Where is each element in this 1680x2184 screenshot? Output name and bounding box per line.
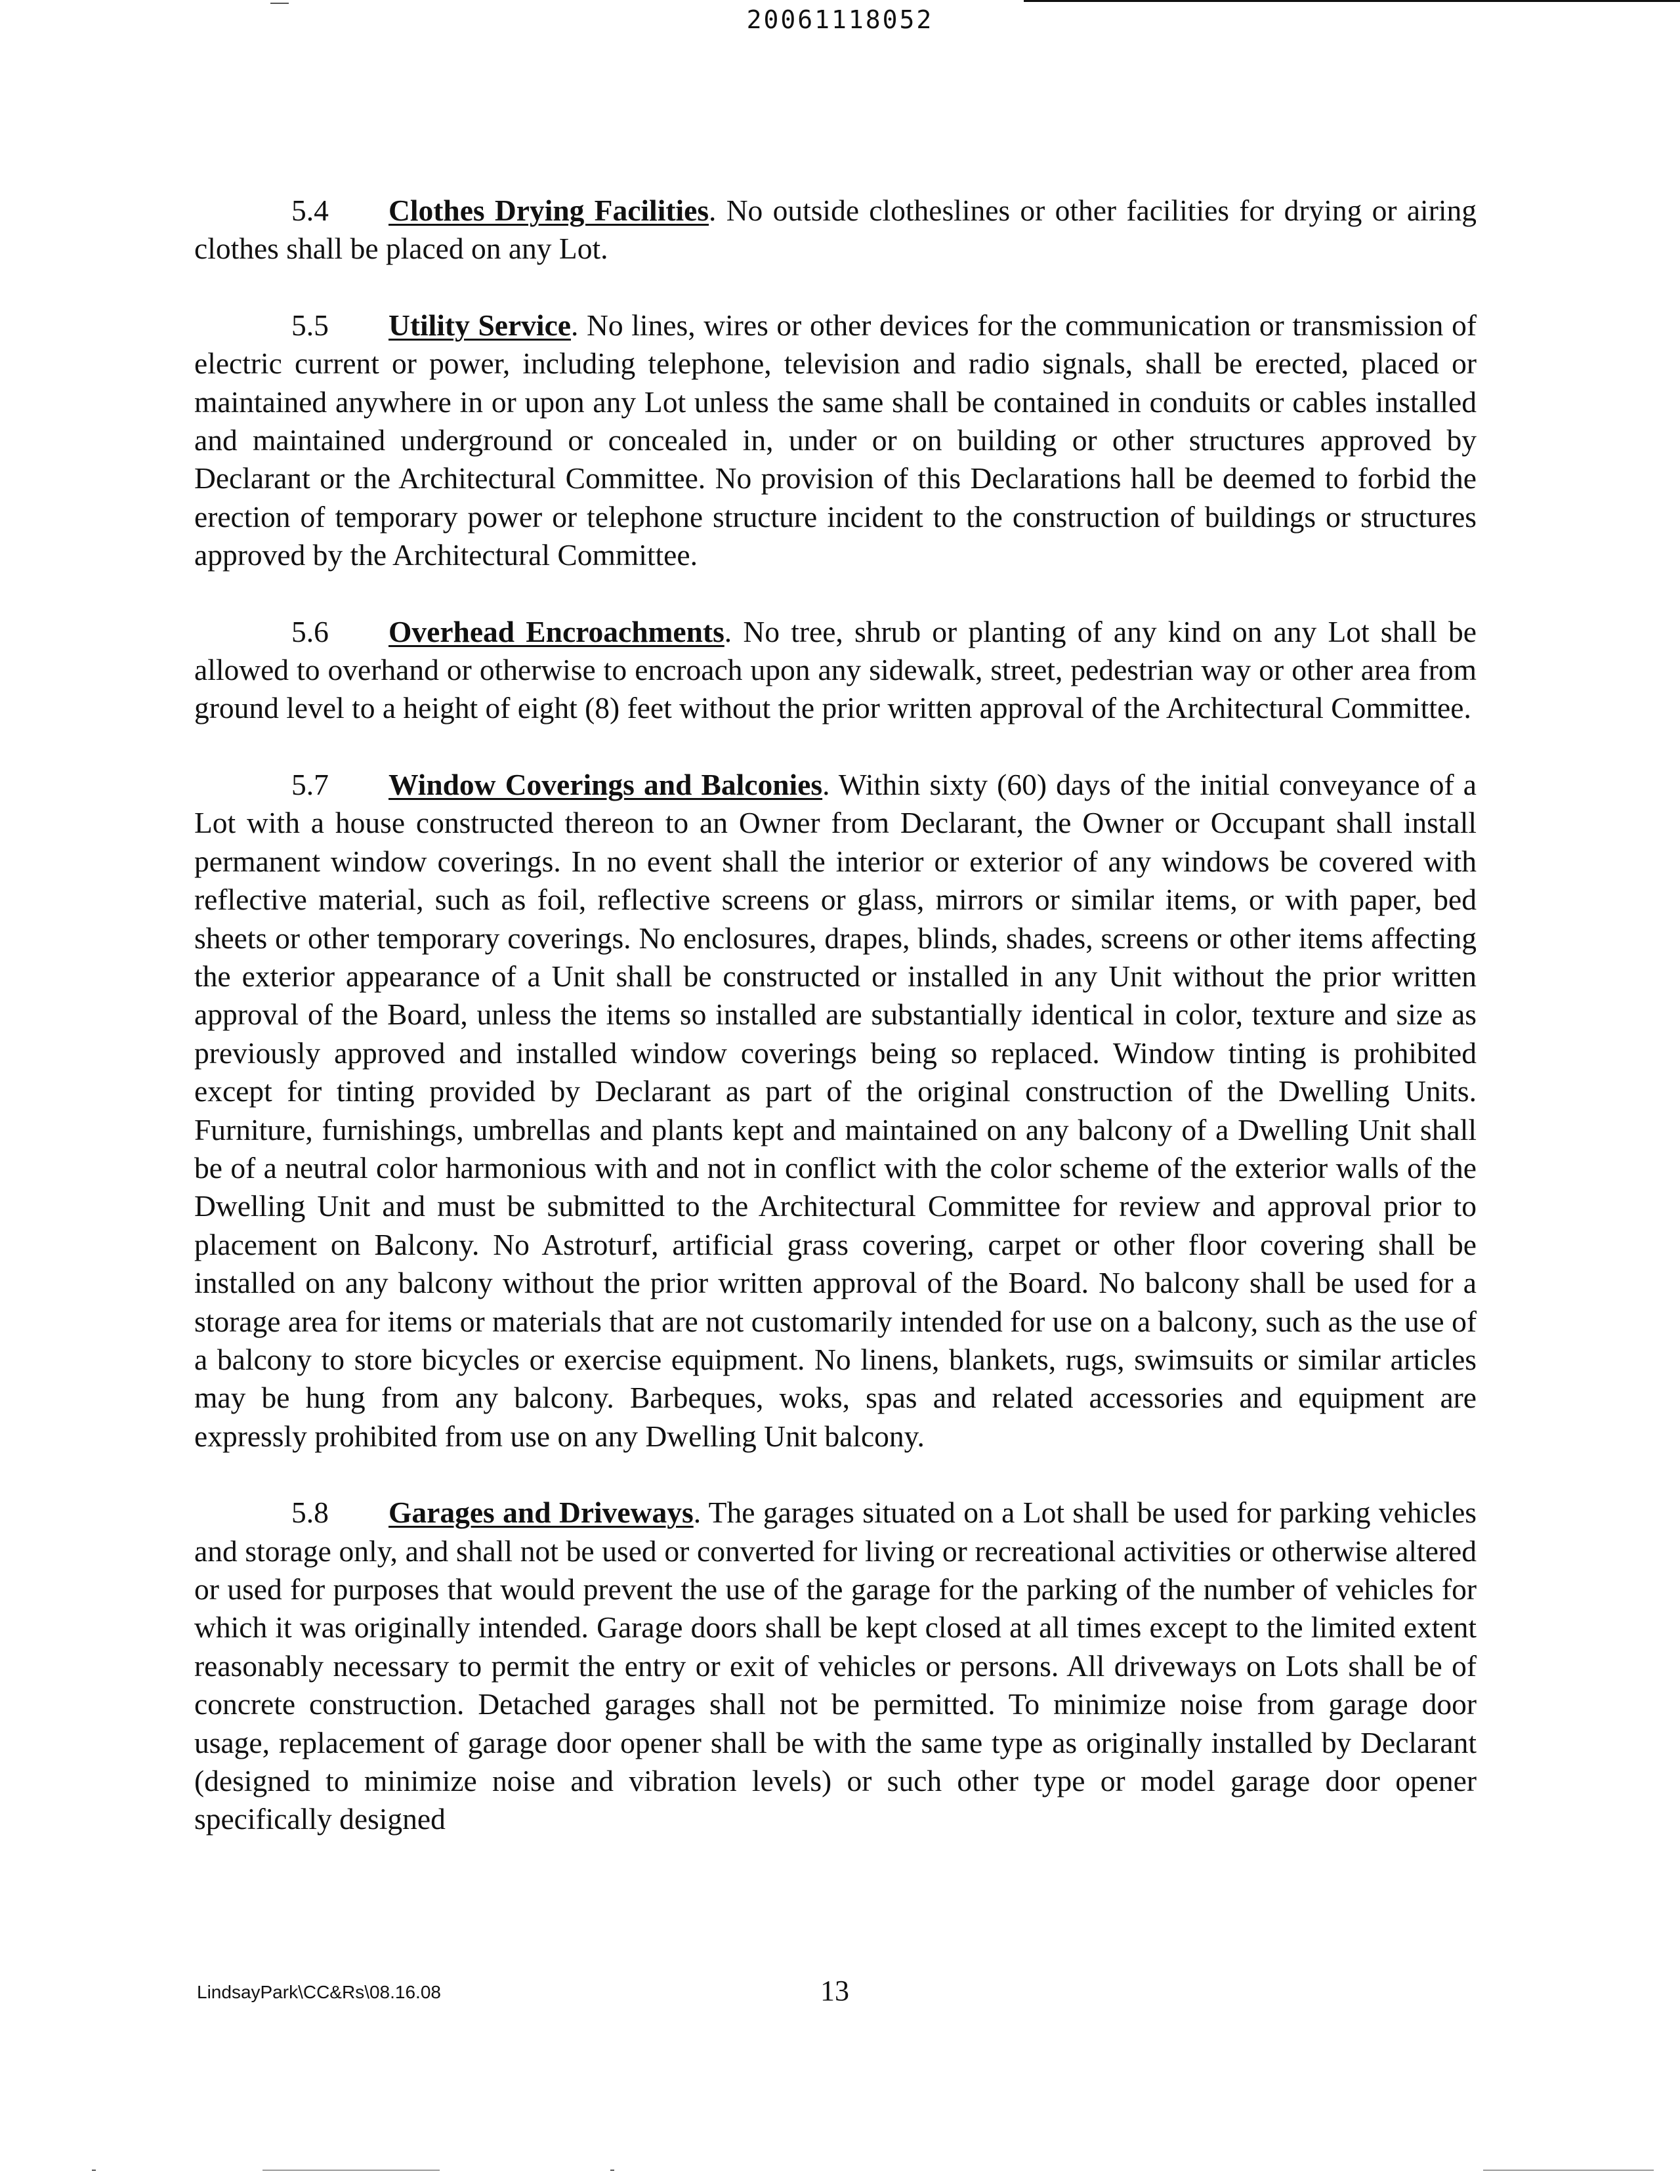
section-5-6: [194, 613, 1477, 728]
scan-artifact-mark: [610, 2170, 614, 2171]
document-body: [194, 192, 1477, 1877]
section-heading: Garages and Driveways: [388, 1496, 694, 1530]
section-heading: Utility Service: [388, 308, 571, 342]
section-text: . No tree, shrub or planting of any kind on any Lot shall be allowed to overhand or otherwise to encroach upon any sidewalk, street, pedestrian way or other area from ground level to a height of eight (8) feet without the prior written approval of the Architectural Committee.: [194, 614, 1477, 725]
section-text: . No lines, wires or other devices for the communication or transmission of electric current or power, including telephone, television and radio signals, shall be erected, placed or maintained anywhere in or upon any Lot unless the same shall be contained in conduits or cables installed and maintained underground or concealed in, under or on building or other structures approved by Declarant or the Architectural Committee. No provision of this Declarations hall be deemed to forbid the erection of temporary power or telephone structure incident to the construction of buildings or structures approved by the Architectural Committee.: [194, 308, 1477, 572]
section-5-5: [194, 306, 1477, 575]
section-number: 5.6: [291, 614, 329, 648]
footer-file-reference: LindsayPark\CC&Rs\08.16.08: [197, 1982, 441, 2002]
section-5-4: [194, 192, 1477, 268]
section-heading: Window Coverings and Balconies: [388, 767, 823, 801]
section-number: 5.4: [291, 194, 329, 227]
scan-artifact-mark: [92, 2170, 96, 2171]
footer-page-number: 13: [820, 1975, 849, 2007]
section-text: . Within sixty (60) days of the initial conveyance of a Lot with a house constructed thereon to an Owner from Declarant, the Owner or Occupant shall install permanent window coverings. In no event shall the interior or exterior of any windows be covered with reflective material, such as foil, reflective screens or glass, mirrors or similar items, or with paper, bed sheets or other temporary coverings. No enclosures, drapes, blinds, shades, screens or other items affecting the exterior appearance of a Unit shall be constructed or installed in any Unit without the prior written approval of the Board, unless the items so installed are substantially identical in color, texture and size as previously approved and installed window coverings being so replaced. Window tinting is prohibited except for tinting provided by Declarant as part of the original construction of the Dwelling Units. Furniture, furnishings, umbrellas and plants kept and maintained on any balcony of a Dwelling Unit shall be of a neutral color harmonious with and not in conflict with the color scheme of the exterior walls of the Dwelling Unit and must be submitted to the Architectural Committee for review and approval prior to placement on Balcony. No Astroturf, artificial grass covering, carpet or other floor covering shall be installed on any balcony without the prior written approval of the Board. No balcony shall be used for a storage area for items or materials that are not customarily intended for use on a balcony, such as the use of a balcony to store bicycles or exercise equipment. No linens, blankets, rugs, swimsuits or similar articles may be hung from any balcony. Barbeques, woks, spas and related accessories and equipment are expressly prohibited from use on any Dwelling Unit balcony.: [194, 767, 1477, 1453]
section-5-8: [194, 1494, 1477, 1839]
section-text: . The garages situated on a Lot shall be used for parking vehicles and storage only, and shall not be used or converted for living or recreational activities or otherwise altered or used for purposes that would prevent the use of the garage for the parking of the number of vehicles for which it was originally intended. Garage doors shall be kept closed at all times except to the limited extent reasonably necessary to permit the entry or exit of vehicles or persons. All driveways on Lots shall be of concrete construction. Detached garages shall not be permitted. To minimize noise from garage door usage, replacement of garage door opener shall be with the same type as originally installed by Declarant (designed to minimize noise and vibration levels) or such other type or model garage door opener specifically designed: [194, 1496, 1477, 1836]
scan-artifact-mark: [270, 3, 289, 4]
section-heading: Overhead Encroachments: [388, 614, 724, 648]
section-number: 5.7: [291, 767, 329, 801]
section-text: . No outside clotheslines or other facilities for drying or airing clothes shall be placed on any Lot.: [194, 194, 1477, 266]
section-number: 5.8: [291, 1496, 329, 1530]
section-number: 5.5: [291, 308, 329, 342]
section-5-7: [194, 766, 1477, 1456]
recording-number: 20061118052: [746, 5, 934, 34]
scan-artifact-mark: [1483, 2170, 1654, 2171]
scan-artifact-mark: [262, 2170, 440, 2171]
top-rule-line: [1024, 0, 1680, 2]
section-heading: Clothes Drying Facilities: [388, 194, 709, 227]
